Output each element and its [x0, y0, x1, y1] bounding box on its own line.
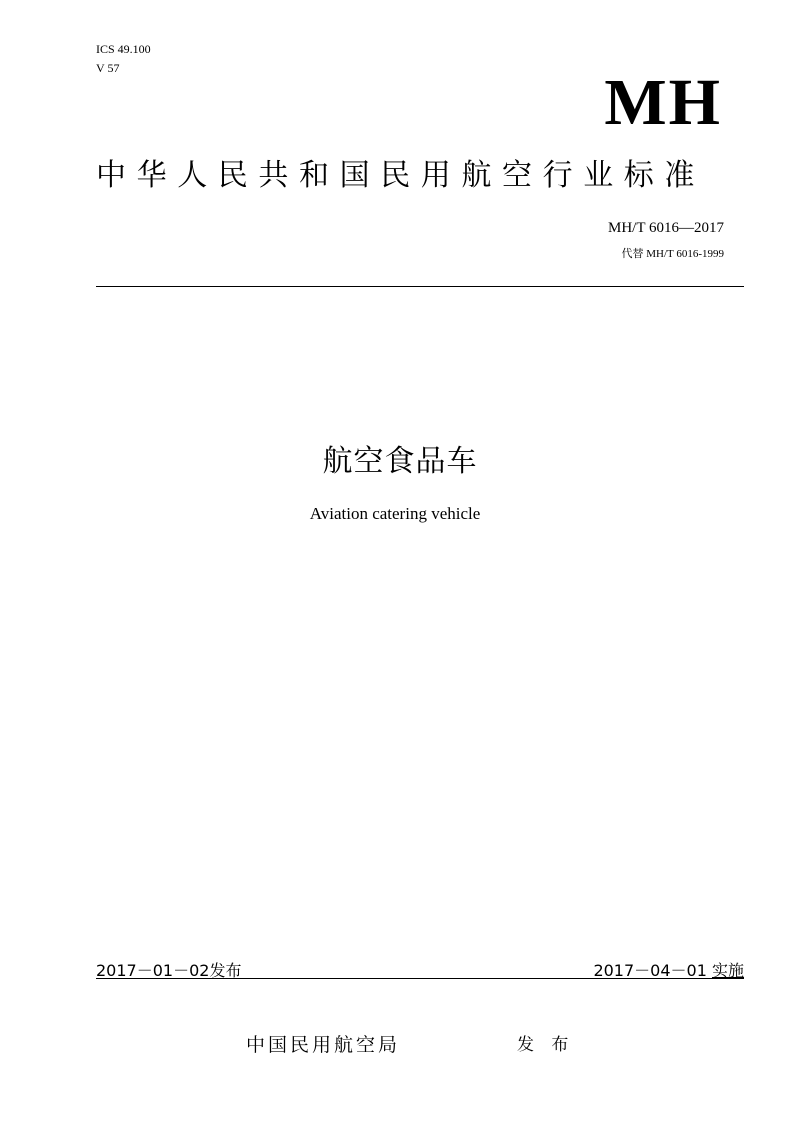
standard-code: MH/T 6016—2017: [608, 220, 724, 236]
classification-block: [96, 40, 151, 78]
bottom-divider: [96, 978, 744, 979]
category-code: V 57: [96, 61, 120, 75]
implement-label: 实施: [711, 961, 744, 980]
mh-logo: MH: [604, 66, 722, 139]
top-divider: [96, 286, 744, 287]
replaces-note: 代替 MH/T 6016-1999: [621, 248, 724, 260]
document-subtitle: Aviation catering vehicle: [309, 504, 481, 523]
ics-code: ICS 49.100: [96, 42, 151, 56]
implement-date: 2017－04－01: [593, 961, 707, 980]
issue-word: 发 布: [517, 1035, 575, 1055]
issue-label: 发布: [209, 961, 242, 980]
document-title: 航空食品车: [322, 444, 478, 479]
issuer-name: 中国民用航空局: [246, 1034, 401, 1056]
issue-date: 2017－01－02: [96, 961, 210, 980]
standard-organization: 中华人民共和国民用航空行业标准: [96, 158, 705, 193]
